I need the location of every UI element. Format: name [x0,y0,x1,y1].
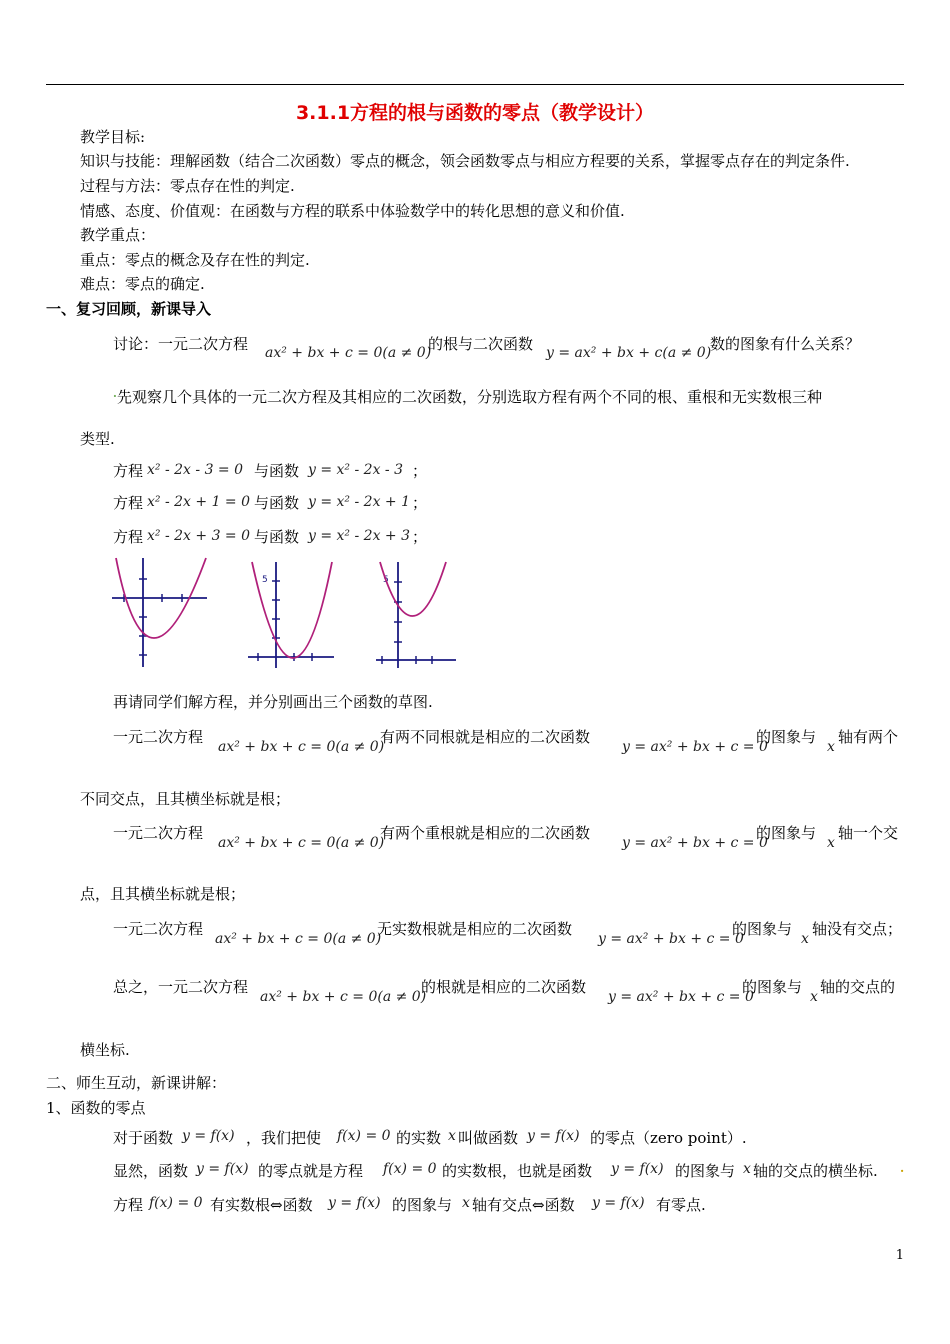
eq-row-3-end: ； [412,528,428,546]
discuss-text-b: 的根与二次函数 [428,335,534,353]
p2-function: y = ax² + bx + c = 0 [622,835,768,851]
eqv-f3: y = f(x) [592,1195,645,1211]
section-1-heading: 一、复习回顾，新课导入 [46,300,212,318]
eq-row-1-function: y = x² - 2x - 3 [308,462,404,478]
eq-row-2-equation: x² - 2x + 1 = 0 [147,494,251,510]
obv-text-d: 的图象与 [675,1162,736,1180]
obv-f1: y = f(x) [196,1161,249,1177]
graph-3-tick-label: 5 [383,575,389,585]
def-text-e: 的零点（zero point）. [590,1129,747,1147]
def-f1: y = f(x) [182,1128,235,1144]
goals-heading: 教学目标: [80,128,146,146]
p2-text-e: 点，且其横坐标就是根； [80,885,246,903]
p1-text-a: 一元二次方程 [113,728,204,746]
eq-row-3-equation: x² - 2x + 3 = 0 [147,528,251,544]
obv-x: x [743,1161,751,1177]
subsection-1-heading: 1、函数的零点 [46,1099,146,1117]
p2-text-b: 有两个重根就是相应的二次函数 [380,824,591,842]
eq-row-1-mid: 与函数 [254,462,300,480]
goal-emotion: 情感、态度、价值观：在函数与方程的联系中体验数学中的转化思想的意义和价值. [80,202,625,220]
discuss-function: y = ax² + bx + c(a ≠ 0) [546,345,712,361]
p3-text-a: 一元二次方程 [113,920,204,938]
p2-text-a: 一元二次方程 [113,824,204,842]
discuss-equation: ax² + bx + c = 0(a ≠ 0) [265,345,432,361]
goal-knowledge: 知识与技能：理解函数（结合二次函数）零点的概念，领会函数零点与相应方程要的关系，掌握零点存在的判定条件. [80,152,850,170]
p1-text-b: 有两不同根就是相应的二次函数 [380,728,591,746]
marker-dot: . [113,387,117,400]
def-f3: y = f(x) [527,1128,580,1144]
eqv-f2: y = f(x) [328,1195,381,1211]
def-text-c: 的实数 [396,1129,442,1147]
eq-row-3-function: y = x² - 2x + 3 [308,528,411,544]
discuss-text-a: 讨论：一元二次方程 [113,335,249,353]
p3-equation: ax² + bx + c = 0(a ≠ 0) [215,931,382,947]
p3-text-d: 轴没有交点； [812,920,903,938]
discuss-text-c: 数的图象有什么关系？ [710,335,861,353]
p1-text-c: 的图象与 [756,728,817,746]
observe-line-1: 先观察几个具体的一元二次方程及其相应的二次函数，分别选取方程有两个不同的根、重根和无实数根三种 [117,388,823,406]
eqv-text-e: 有零点. [656,1196,706,1214]
header-rule [46,84,904,85]
key-heading: 教学重点： [80,226,156,244]
eq-row-2-function: y = x² - 2x + 1 [308,494,411,510]
obv-text-e: 轴的交点的横坐标. [753,1162,878,1180]
page-number: 1 [895,1248,904,1263]
eqv-x: x [462,1195,470,1211]
def-x: x [448,1128,456,1144]
p1-text-d: 轴有两个 [838,728,899,746]
difficulty-point: 难点：零点的确定. [80,275,205,293]
p1-x: x [827,739,835,755]
obv-text-b: 的零点就是方程 [258,1162,364,1180]
eq-row-2-end: ； [412,494,428,512]
p4-function: y = ax² + bx + c = 0 [608,989,754,1005]
p2-equation: ax² + bx + c = 0(a ≠ 0) [218,835,385,851]
def-f2: f(x) = 0 [337,1128,391,1144]
p4-text-d: 轴的交点的 [820,978,896,996]
p2-text-c: 的图象与 [756,824,817,842]
graph-2-tick-label: 5 [262,575,268,585]
eqv-text-d: 轴有交点⇔函数 [472,1196,575,1214]
p1-function: y = ax² + bx + c = 0 [622,739,768,755]
eq-row-2-lead: 方程 [113,494,144,512]
p3-text-b: 无实数根就是相应的二次函数 [377,920,573,938]
obv-f2: f(x) = 0 [383,1161,437,1177]
goal-process: 过程与方法：零点存在性的判定. [80,177,295,195]
def-text-b: ，我们把使 [246,1129,322,1147]
section-2-heading: 二、师生互动，新课讲解： [46,1074,227,1092]
p4-text-b: 的根就是相应的二次函数 [421,978,587,996]
p4-text-a: 总之，一元二次方程 [113,978,249,996]
sketch-text: 再请同学们解方程，并分别画出三个函数的草图. [113,693,433,711]
eq-row-1-end: ； [412,462,428,480]
p4-text-e: 横坐标. [80,1041,130,1059]
p3-x: x [801,931,809,947]
p2-x: x [827,835,835,851]
graph-double-root [246,560,336,670]
p4-equation: ax² + bx + c = 0(a ≠ 0) [260,989,427,1005]
obv-text-a: 显然，函数 [113,1162,189,1180]
def-text-d: 叫做函数 [458,1129,519,1147]
eq-row-1-equation: x² - 2x - 3 = 0 [147,462,244,478]
obv-f3: y = f(x) [611,1161,664,1177]
p4-x: x [810,989,818,1005]
def-text-a: 对于函数 [113,1129,174,1147]
page-title: 3.1.1方程的根与函数的零点（教学设计） [295,102,655,124]
observe-line-2: 类型. [80,430,115,448]
eqv-text-a: 方程 [113,1196,144,1214]
key-point: 重点：零点的概念及存在性的判定. [80,251,310,269]
obv-text-c: 的实数根，也就是函数 [442,1162,593,1180]
p2-text-d: 轴一个交 [838,824,899,842]
p3-function: y = ax² + bx + c = 0 [598,931,744,947]
marker-dot-gold: . [900,1161,905,1175]
eqv-text-b: 有实数根⇔函数 [210,1196,313,1214]
p1-equation: ax² + bx + c = 0(a ≠ 0) [218,739,385,755]
eq-row-3-lead: 方程 [113,528,144,546]
eq-row-3-mid: 与函数 [254,528,300,546]
eqv-f1: f(x) = 0 [149,1195,203,1211]
graph-no-roots [374,560,459,670]
graph-two-roots [110,555,210,670]
eq-row-2-mid: 与函数 [254,494,300,512]
p4-text-c: 的图象与 [742,978,803,996]
p3-text-c: 的图象与 [732,920,793,938]
p1-text-e: 不同交点，且其横坐标就是根； [80,790,291,808]
eqv-text-c: 的图象与 [392,1196,453,1214]
eq-row-1-lead: 方程 [113,462,144,480]
